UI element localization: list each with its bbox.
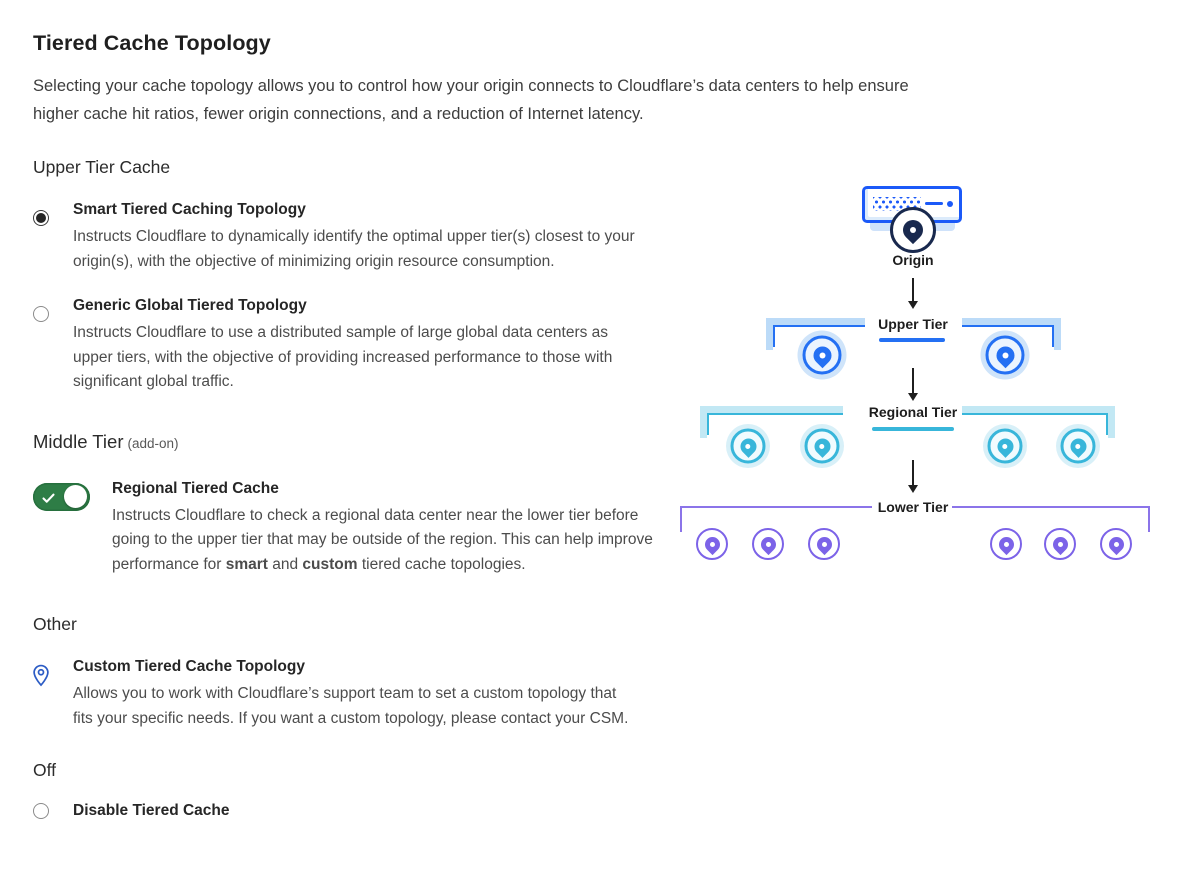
map-pin-icon — [1067, 435, 1090, 458]
lower-tier-datacenter-pin — [696, 528, 728, 560]
add-on-badge: (add-on) — [127, 435, 179, 451]
description-text: tiered cache topologies. — [357, 555, 526, 573]
origin-label: Origin — [892, 252, 934, 268]
radio-disable-tiered-cache[interactable] — [33, 803, 49, 819]
location-pin-outline-icon — [30, 663, 52, 692]
upper-tier-label: Upper Tier — [878, 316, 948, 332]
option-description: Instructs Cloudflare to use a distributed sample of large global data centers as upper tiers, with the objective of providing increased performance to those with significant global traffic. — [73, 324, 613, 390]
regional-tier-right-bracket — [962, 406, 1115, 438]
regional-tier-datacenter-pin — [988, 429, 1023, 464]
server-led — [947, 201, 953, 207]
lower-tier-datacenter-pin — [990, 528, 1022, 560]
lower-tier-datacenter-pin — [1044, 528, 1076, 560]
arrow-down-icon — [912, 278, 914, 302]
regional-tier-datacenter-pin — [805, 429, 840, 464]
option-description — [112, 504, 657, 578]
toggle-knob — [64, 485, 87, 508]
server-slot — [925, 202, 943, 205]
tiered-cache-topology-diagram — [668, 180, 1173, 585]
description-bold-custom: custom — [302, 555, 358, 573]
option-title: Custom Tiered Cache Topology — [73, 658, 305, 675]
regional-tiered-cache-toggle[interactable] — [33, 483, 90, 511]
option-title: Regional Tiered Cache — [112, 479, 279, 497]
page-description: Selecting your cache topology allows you to control how your origin connects to Cloudflare’s data centers to help ensure higher cache hit ratios, fewer origin connections, and a reduction of Internet latency. — [33, 77, 909, 123]
map-pin-icon — [994, 435, 1017, 458]
section-heading-other: Other — [33, 614, 77, 634]
map-pin-icon — [813, 533, 834, 554]
option-title: Disable Tiered Cache — [73, 802, 230, 819]
description-text: Instructs Cloudflare to check a regional data center near the lower tier before going to the upper tier that may be outside of the region. This can help improve performance for — [112, 506, 653, 573]
lower-tier-label: Lower Tier — [877, 499, 949, 515]
section-heading-upper-tier-cache: Upper Tier Cache — [33, 157, 171, 177]
map-pin-icon — [701, 533, 722, 554]
map-pin-icon — [737, 435, 760, 458]
map-pin-icon — [995, 533, 1016, 554]
description-text: and — [267, 555, 303, 573]
option-description: Instructs Cloudflare to dynamically identify the optimal upper tier(s) closest to your origin(s), with the objective of minimizing origin resource consumption. — [73, 228, 635, 270]
regional-tier-label: Regional Tier — [868, 404, 958, 420]
map-pin-icon — [899, 216, 927, 244]
arrow-down-icon — [912, 460, 914, 486]
upper-tier-datacenter-pin — [986, 336, 1025, 375]
option-custom-tiered[interactable] — [33, 657, 963, 731]
lower-tier-datacenter-pin — [808, 528, 840, 560]
map-pin-icon — [992, 342, 1017, 367]
upper-tier-datacenter-pin — [803, 336, 842, 375]
section-heading-text: Middle Tier — [33, 430, 124, 452]
option-disable-tiered-cache[interactable] — [33, 801, 963, 821]
radio-smart-tiered[interactable] — [33, 210, 49, 226]
option-description: Allows you to work with Cloudflare’s support team to set a custom topology that fits your specific needs. If you want a custom topology, please contact your CSM. — [73, 685, 629, 727]
map-pin-icon — [811, 435, 834, 458]
page-title: Tiered Cache Topology — [33, 31, 271, 55]
regional-tier-datacenter-pin — [731, 429, 766, 464]
map-pin-icon — [757, 533, 778, 554]
origin-pin-icon — [890, 207, 936, 253]
regional-tier-datacenter-pin — [1061, 429, 1096, 464]
lower-tier-datacenter-pin — [752, 528, 784, 560]
arrow-down-icon — [912, 368, 914, 394]
check-icon — [42, 491, 55, 509]
map-pin-icon — [1105, 533, 1126, 554]
map-pin-icon — [1049, 533, 1070, 554]
description-bold-smart: smart — [225, 555, 268, 573]
radio-generic-global[interactable] — [33, 306, 49, 322]
section-heading-off: Off — [33, 760, 57, 780]
option-title: Generic Global Tiered Topology — [73, 297, 307, 314]
lower-tier-datacenter-pin — [1100, 528, 1132, 560]
regional-tier-underline — [872, 427, 954, 431]
option-title: Smart Tiered Caching Topology — [73, 201, 306, 218]
map-pin-icon — [809, 342, 834, 367]
upper-tier-underline — [879, 338, 945, 342]
